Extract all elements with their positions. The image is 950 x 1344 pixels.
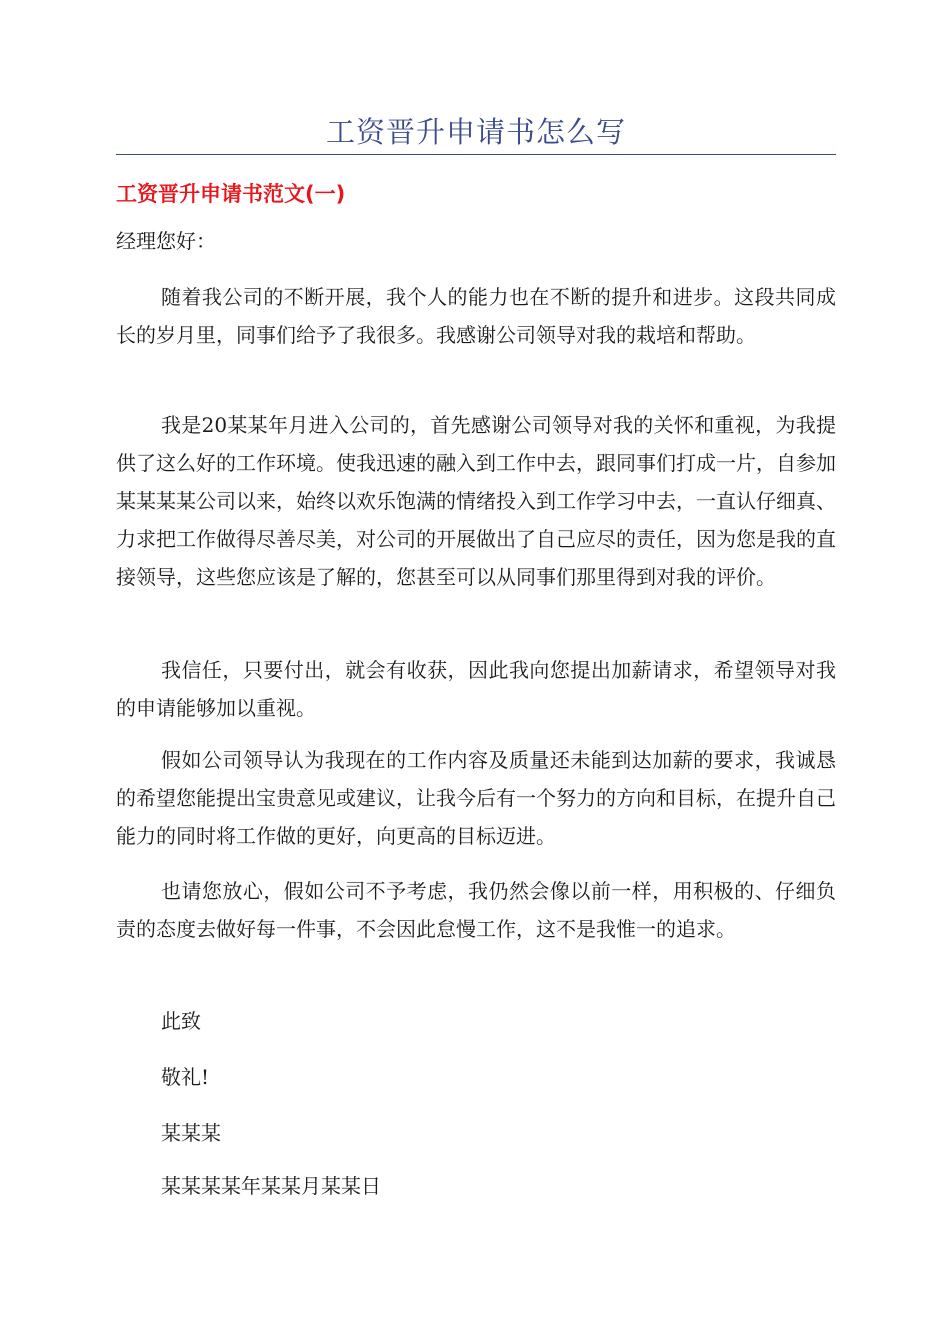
title-divider (116, 154, 836, 155)
closing-line: 此致 (161, 1009, 201, 1033)
section-heading: 工资晋升申请书范文(一) (116, 182, 346, 206)
paragraph-5: 也请您放心，假如公司不予考虑，我仍然会像以前一样，用积极的、仔细负责的态度去做好每一件事，不会因此怠慢工作，这不是我惟一的追求。 (116, 879, 836, 941)
document-title: 工资晋升申请书怎么写 (325, 115, 626, 149)
paragraph-3: 我信任，只要付出，就会有收获，因此我向您提出加薪请求，希望领导对我的申请能够加以重视。 (116, 658, 836, 720)
closing-salute: 敬礼! (161, 1065, 210, 1089)
paragraph-1: 随着我公司的不断开展，我个人的能力也在不断的提升和进步。这段共同成长的岁月里，同事们给予了我很多。我感谢公司领导对我的栽培和帮助。 (116, 285, 836, 347)
date-line: 某某某某年某某月某某日 (161, 1174, 381, 1198)
paragraph-2: 我是20某某年月进入公司的，首先感谢公司领导对我的关怀和重视，为我提供了这么好的工作环境。使我迅速的融入到工作中去，跟同事们打成一片，自参加某某某某公司以来，始终以欢乐饱满的情绪投入到工作学习中去，一直认仔细真、力求把工作做得尽善尽美，对公司的开展做出了自己应尽的责任，因为您是我的直接领导，这些您应该是了解的，您甚至可以从同事们那里得到对我的评价。 (116, 413, 836, 589)
salutation: 经理您好： (116, 229, 216, 253)
signature: 某某某 (161, 1121, 221, 1145)
paragraph-4: 假如公司领导认为我现在的工作内容及质量还未能到达加薪的要求，我诚恳的希望您能提出宝贵意见或建议，让我今后有一个努力的方向和目标，在提升自己能力的同时将工作做的更好，向更高的目标迈进。 (116, 748, 836, 848)
